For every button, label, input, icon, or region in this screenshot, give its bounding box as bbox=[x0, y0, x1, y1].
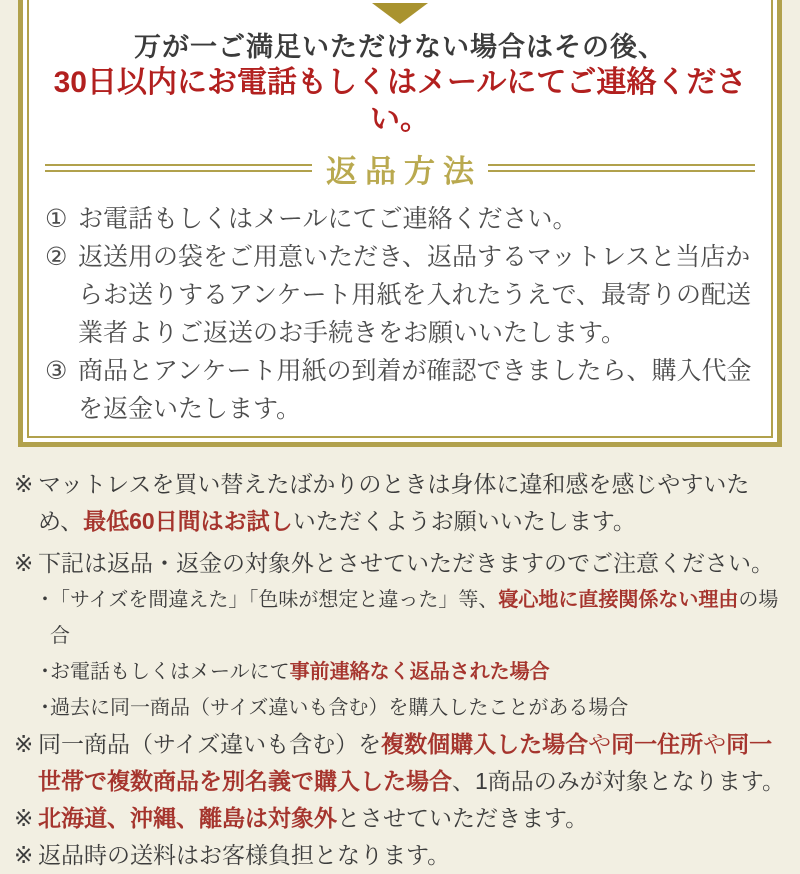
note-segment: お電話もしくはメールにて bbox=[50, 661, 290, 683]
note-segment: の場合 bbox=[50, 589, 779, 647]
note-segment: 、1商品のみが対象となります。 bbox=[452, 768, 785, 794]
note-text bbox=[38, 800, 786, 837]
exclusion-item-past-purchase bbox=[14, 690, 786, 726]
note-marker: ※ bbox=[14, 731, 34, 757]
note-text bbox=[38, 466, 786, 540]
note-segment: 「サイズを間違えた」「色味が想定と違った」等、 bbox=[50, 589, 499, 611]
step-number: ① bbox=[45, 205, 68, 233]
note-segment-red: 事前連絡なく返品された場合 bbox=[289, 661, 550, 683]
step-number: ② bbox=[45, 243, 68, 271]
exclusion-item-reason bbox=[14, 582, 786, 654]
section-header bbox=[45, 150, 755, 189]
note-marker: ※ bbox=[14, 550, 34, 576]
note-text bbox=[50, 654, 786, 690]
note-trial-period bbox=[14, 466, 786, 540]
bullet-icon: ・ bbox=[35, 661, 55, 683]
note-segment-red: 同一住所 bbox=[611, 731, 704, 757]
note-marker: ※ bbox=[14, 842, 34, 868]
step-text: 商品とアンケート用紙の到着が確認できましたら、購入代金を返金いたします。 bbox=[78, 357, 752, 423]
note-segment-red: 複数個購入した場合 bbox=[381, 731, 589, 757]
note-segment: マットレスを買い替えたばかりのときは身体に違和感を感じやすいため、 bbox=[38, 471, 750, 534]
note-text: 返品時の送料はお客様負担となります。 bbox=[38, 842, 451, 868]
section-title: 返品方法 bbox=[326, 153, 482, 189]
note-marker: ※ bbox=[14, 805, 34, 831]
bullet-icon: ・ bbox=[35, 589, 55, 611]
double-rule-left bbox=[45, 164, 312, 172]
step-text: お電話もしくはメールにてご連絡ください。 bbox=[78, 205, 578, 233]
note-segment-red: や bbox=[588, 731, 612, 757]
list-item bbox=[45, 352, 755, 428]
exclusion-item-no-notice bbox=[14, 654, 786, 690]
note-segment-red: や bbox=[703, 731, 727, 757]
step-number: ③ bbox=[45, 357, 68, 385]
note-text: 過去に同一商品（サイズ違いも含む）を購入したことがある場合 bbox=[50, 697, 629, 719]
down-arrow-icon bbox=[372, 3, 428, 24]
note-segment-red: 寝心地に直接関係ない理由 bbox=[498, 589, 739, 611]
note-text bbox=[50, 582, 786, 654]
notes-section bbox=[0, 447, 800, 874]
note-shipping-cost bbox=[14, 837, 786, 874]
note-segment: いただくようお願いいたします。 bbox=[292, 508, 636, 534]
double-rule-right bbox=[488, 164, 755, 172]
step-text: 返送用の袋をご用意いただき、返品するマットレスと当店からお送りするアンケート用紙を入れたうえで、最寄りの配送業者よりご返送のお手続きをお願いいたします。 bbox=[78, 243, 752, 347]
return-steps-list bbox=[45, 200, 755, 428]
list-item bbox=[45, 238, 755, 352]
note-exclusions-intro bbox=[14, 545, 786, 582]
panel-heading-dark: 万が一ご満足いただけない場合はその後、 bbox=[134, 32, 666, 62]
note-region-exclusion bbox=[14, 800, 786, 837]
note-segment-red: 同一世帯で複数商品を別名義で購入した場合 bbox=[38, 731, 773, 794]
note-segment-red: 最低60日間はお試し bbox=[83, 508, 293, 534]
note-segment-red: 北海道、沖縄、離島は対象外 bbox=[38, 805, 337, 831]
panel-heading-red: 30日以内にお電話もしくはメールにてご連絡ください。 bbox=[53, 66, 747, 136]
note-multiple-purchase bbox=[14, 726, 786, 800]
note-marker: ※ bbox=[14, 471, 34, 497]
note-segment: とさせていただきます。 bbox=[337, 805, 589, 831]
return-policy-panel bbox=[18, 0, 782, 447]
note-text bbox=[38, 726, 786, 800]
list-item bbox=[45, 200, 755, 238]
return-policy-panel-inner bbox=[27, 0, 773, 438]
note-text: 下記は返品・返金の対象外とさせていただきますのでご注意ください。 bbox=[38, 550, 774, 576]
bullet-icon: ・ bbox=[35, 697, 55, 719]
note-segment: 同一商品（サイズ違いも含む）を bbox=[38, 731, 382, 757]
